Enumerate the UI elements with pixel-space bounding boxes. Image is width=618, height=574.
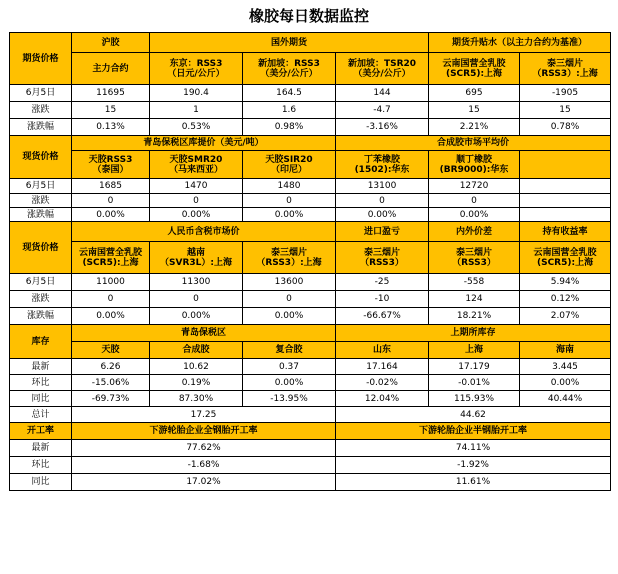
table-row: 同比 -69.73% 87.30% -13.95% 12.04% 115.93% 40.44% [10, 391, 611, 407]
col-header: 泰三烟片 （RSS3） [336, 242, 429, 274]
col-header: 主力合约 [72, 53, 150, 85]
col-header: 云南国营全乳胶 (SCR5):上海 [429, 53, 520, 85]
section-spot-2: 现货价格 [10, 222, 72, 274]
page-title: 橡胶每日数据监控 [248, 7, 369, 25]
section-operating-rate: 开工率 [10, 423, 72, 440]
col-header: 上海 [429, 342, 520, 359]
section-futures: 期货价格 [10, 33, 72, 85]
header-synthetic-avg: 合成胶市场平均价 [336, 136, 611, 151]
col-header: 天胶RSS3 （泰国） [72, 151, 150, 179]
header-rmb-price: 人民币含税市场价 [72, 222, 336, 242]
table-row: 6月5日 1685 1470 1480 13100 12720 [10, 179, 611, 194]
total-qingdao: 17.25 [72, 407, 336, 423]
header-qingdao-bonded: 青岛保税区库提价（美元/吨） [72, 136, 336, 151]
col-header: 天胶 [72, 342, 150, 359]
col-header: 新加坡：TSR20 （美分/公斤） [336, 53, 429, 85]
header-all-steel: 下游轮胎企业全钢胎开工率 [72, 423, 336, 440]
header-import-pnl: 进口盈亏 [336, 222, 429, 242]
col-header: 泰三烟片 （RSS3）:上海 [520, 53, 611, 85]
table-row: 涨跌幅 0.00% 0.00% 0.00% -66.67% 18.21% 2.07% [10, 308, 611, 325]
col-header: 顺丁橡胶 (BR9000):华东 [429, 151, 520, 179]
header-qingdao-inventory: 青岛保税区 [72, 325, 336, 342]
col-header: 合成胶 [150, 342, 243, 359]
col-header: 新加坡：RSS3 （美分/公斤） [243, 53, 336, 85]
table-row: 最新 6.26 10.62 0.37 17.164 17.179 3.445 [10, 359, 611, 375]
col-header: 山东 [336, 342, 429, 359]
section-spot-1: 现货价格 [10, 136, 72, 179]
col-header: 泰三烟片 （RSS3） [429, 242, 520, 274]
table-row: 同比 17.02% 11.61% [10, 474, 611, 491]
header-foreign-futures: 国外期货 [150, 33, 429, 53]
header-semi-steel: 下游轮胎企业半钢胎开工率 [336, 423, 611, 440]
col-header: 天胶SIR20 （印尼） [243, 151, 336, 179]
header-shfe-inventory: 上期所库存 [336, 325, 611, 342]
col-header: 海南 [520, 342, 611, 359]
table-row-total: 总计 17.25 44.62 [10, 407, 611, 423]
header-holding-yield: 持有收益率 [520, 222, 611, 242]
section-inventory: 库存 [10, 325, 72, 359]
table-row: 涨跌 0 0 0 -10 124 0.12% [10, 291, 611, 308]
col-header: 泰三烟片 （RSS3）:上海 [243, 242, 336, 274]
header-hujiao: 沪胶 [72, 33, 150, 53]
table-row: 涨跌 15 1 1.6 -4.7 15 15 [10, 102, 611, 119]
table-row: 6月5日 11695 190.4 164.5 144 695 -1905 [10, 85, 611, 102]
table-row: 最新 77.62% 74.11% [10, 440, 611, 457]
header-spread: 内外价差 [429, 222, 520, 242]
table-row: 涨跌 0 0 0 0 0 [10, 194, 611, 208]
col-header: 云南国营全乳胶 (SCR5):上海 [72, 242, 150, 274]
table-row: 涨跌幅 0.00% 0.00% 0.00% 0.00% 0.00% [10, 208, 611, 222]
col-header: 东京：RSS3 （日元/公斤） [150, 53, 243, 85]
col-header: 丁苯橡胶 (1502):华东 [336, 151, 429, 179]
table-row: 环比 -15.06% 0.19% 0.00% -0.02% -0.01% 0.00% [10, 375, 611, 391]
col-header: 云南国营全乳胶 (SCR5):上海 [520, 242, 611, 274]
table-row: 涨跌幅 0.13% 0.53% 0.98% -3.16% 2.21% 0.78% [10, 119, 611, 136]
table-row: 6月5日 11000 11300 13600 -25 -558 5.94% [10, 274, 611, 291]
total-shfe: 44.62 [336, 407, 611, 423]
col-header: 复合胶 [243, 342, 336, 359]
table-row: 环比 -1.68% -1.92% [10, 457, 611, 474]
col-header: 天胶SMR20 （马来西亚） [150, 151, 243, 179]
col-header-empty [520, 151, 611, 179]
rubber-data-table [9, 32, 611, 491]
header-basis: 期货升贴水（以主力合约为基准） [429, 33, 611, 53]
col-header: 越南 （SVR3L）:上海 [150, 242, 243, 274]
